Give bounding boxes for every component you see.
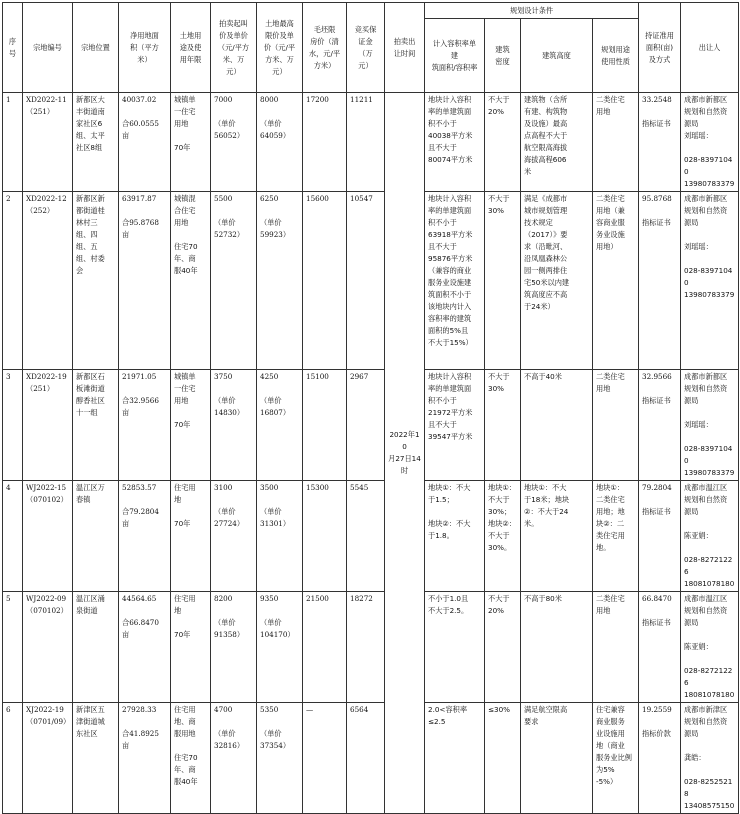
- row-house-price: —: [303, 703, 347, 814]
- row-start-price: 4700 （单价 32816）: [211, 703, 257, 814]
- row-deposit: 6564: [347, 703, 385, 814]
- row-height: 满足航空限高 要求: [521, 703, 593, 814]
- row-deposit: 10547: [347, 192, 385, 370]
- row-quota: 33.2548 指标证书: [639, 93, 681, 192]
- row-start-price: 3100 （单价 27724）: [211, 481, 257, 592]
- row-area: 63917.87 合95.8768 亩: [119, 192, 171, 370]
- row-code: XD2022-11 （251）: [23, 93, 73, 192]
- row-start-price: 7000 （单价 56052）: [211, 93, 257, 192]
- header-code: 宗地编号: [23, 3, 73, 93]
- header-house-price: 毛坯限 房价（清 水，元/平 方米）: [303, 3, 347, 93]
- row-location: 新都区石 板滩街道 醇香社区 十一组: [73, 370, 119, 481]
- table-row: [3, 481, 739, 592]
- row-house-price: 15300: [303, 481, 347, 592]
- header-far: 计入容积率单 建 筑面积/容积率: [425, 19, 485, 93]
- header-use: 土地用 途及使 用年限: [171, 3, 211, 93]
- row-density: 不大于 30%: [485, 370, 521, 481]
- row-no: 4: [3, 481, 23, 592]
- row-deposit: 5545: [347, 481, 385, 592]
- row-seller: 成都市温江区 规划和自然资 源局 陈亚娟： 028-82721226 18081078180: [681, 481, 739, 592]
- row-density: 地块①： 不大于 30%； 地块②： 不大于 30%。: [485, 481, 521, 592]
- row-house-price: 15100: [303, 370, 347, 481]
- row-seller: 成都市新都区 规划和自然资 源局 刘瑶瑶： 028-83971040 13980783379: [681, 370, 739, 481]
- row-deposit: 11211: [347, 93, 385, 192]
- row-height: 地块①：不大 于18米；地块 ②：不大于24 米。: [521, 481, 593, 592]
- header-deposit: 竞买保 证金 （万 元）: [347, 3, 385, 93]
- row-no: 2: [3, 192, 23, 370]
- table-row: [3, 703, 739, 814]
- row-quota: 79.2804 指标证书: [639, 481, 681, 592]
- row-far: 地块计入容积 率的单建筑面 积不小于 63918平方米 且不大于 95876平方米 （兼容的商业 服务业设施建 筑面积不小于 该地块内计入 容积率的建筑 面积的5%且 不大于15%）: [425, 192, 485, 370]
- row-use: 住宅用 地、商 服用地 住宅70 年、商 服40年: [171, 703, 211, 814]
- table-row: [3, 192, 739, 370]
- row-house-price: 15600: [303, 192, 347, 370]
- row-no: 1: [3, 93, 23, 192]
- row-use: 城镇混 合住宅 用地 住宅70 年、商 服40年: [171, 192, 211, 370]
- row-code: XD2022-19 （251）: [23, 370, 73, 481]
- row-deposit: 2967: [347, 370, 385, 481]
- row-quota: 95.8768 指标证书: [639, 192, 681, 370]
- row-house-price: 17200: [303, 93, 347, 192]
- header-quota: 持证准用 面积(亩) 及方式: [639, 3, 681, 93]
- row-density: 不大于 20%: [485, 93, 521, 192]
- row-location: 新都区新 都街道桂 林村三 组、四 组、五 组、村委 会: [73, 192, 119, 370]
- row-max-price: 8000 （单价 64059）: [257, 93, 303, 192]
- row-start-price: 8200 （单价 91358）: [211, 592, 257, 703]
- row-code: WJ2022-09 （070102）: [23, 592, 73, 703]
- row-density: 不大于 20%: [485, 592, 521, 703]
- header-area: 净用地面 积（平方 米）: [119, 3, 171, 93]
- row-no: 3: [3, 370, 23, 481]
- row-far: 2.0<容积率 ≤2.5: [425, 703, 485, 814]
- row-far: 不小于1.0且 不大于2.5。: [425, 592, 485, 703]
- header-no: 序 号: [3, 3, 23, 93]
- header-plan-use: 规划用途 使用性质: [593, 19, 639, 93]
- row-seller: 成都市新都区 规划和自然资 源局 刘瑶瑶： 028-83971040 13980783379: [681, 93, 739, 192]
- row-plan-use: 二类住宅 用地: [593, 93, 639, 192]
- row-use: 住宅用 地 70年: [171, 592, 211, 703]
- row-max-price: 3500 （单价 31301）: [257, 481, 303, 592]
- auction-time-cell: 2022年10 月27日14 时: [385, 93, 425, 814]
- row-deposit: 18272: [347, 592, 385, 703]
- header-density: 建筑 密度: [485, 19, 521, 93]
- row-area: 27928.33 合41.8925 亩: [119, 703, 171, 814]
- row-density: ≤30%: [485, 703, 521, 814]
- row-seller: 成都市新津区 规划和自然资 源局 龚皓： 028-82525218 13408575150: [681, 703, 739, 814]
- table-row: [3, 592, 739, 703]
- row-quota: 66.8470 指标证书: [639, 592, 681, 703]
- row-start-price: 3750 （单价 14830）: [211, 370, 257, 481]
- row-plan-use: 二类住宅 用地（兼 容商业服 务业设施 用地）: [593, 192, 639, 370]
- row-density: 不大于 30%: [485, 192, 521, 370]
- row-code: WJ2022-15 （070102）: [23, 481, 73, 592]
- land-auction-table: [2, 2, 739, 814]
- row-location: 新津区五 津街道城 东社区: [73, 703, 119, 814]
- row-far: 地块①：不大 于1.5； 地块②：不大 于1.8。: [425, 481, 485, 592]
- row-quota: 32.9566 指标证书: [639, 370, 681, 481]
- row-use: 城镇单 一住宅 用地 70年: [171, 370, 211, 481]
- row-location: 温江区万 春镇: [73, 481, 119, 592]
- row-house-price: 21500: [303, 592, 347, 703]
- header-start-price: 拍卖起叫 价及单价 （元/平方 米、万 元）: [211, 3, 257, 93]
- row-use: 住宅用 地 70年: [171, 481, 211, 592]
- header-max-price: 土地最高 限价及单 价（元/平 方米、万 元）: [257, 3, 303, 93]
- row-quota: 19.2559 指标价款: [639, 703, 681, 814]
- row-area: 52853.57 合79.2804 亩: [119, 481, 171, 592]
- table-row: [3, 93, 739, 192]
- row-plan-use: 二类住宅 用地: [593, 592, 639, 703]
- row-height: 建筑物（含所 有建、构筑物 及设施）最高 点高程不大于 航空限高海拔 海拔高程606 米: [521, 93, 593, 192]
- header-location: 宗地位置: [73, 3, 119, 93]
- header-seller: 出让人: [681, 3, 739, 93]
- row-height: 满足《成都市 城市规划管理 技术规定 （2017）》要 求（沿毗河、 沿凤凰森林公 园一侧两排住 宅50米以内建 筑高度应不高 于24米）: [521, 192, 593, 370]
- row-max-price: 9350 （单价 104170）: [257, 592, 303, 703]
- row-start-price: 5500 （单价 52732）: [211, 192, 257, 370]
- row-location: 新都区大 丰街道南 家社区6 组、太平 社区8组: [73, 93, 119, 192]
- row-plan-use: 住宅兼容 商业服务 业设施用 地（商业 服务业比例 为5% -5%）: [593, 703, 639, 814]
- row-location: 温江区涌 泉街道: [73, 592, 119, 703]
- row-code: XJ2022-19 （0701/09）: [23, 703, 73, 814]
- row-plan-use: 地块①： 二类住宅 用地；地 块②：二 类住宅用 地。: [593, 481, 639, 592]
- row-plan-use: 二类住宅 用地: [593, 370, 639, 481]
- row-code: XD2022-12 （252）: [23, 192, 73, 370]
- row-height: 不高于40米: [521, 370, 593, 481]
- header-auction-time: 拍卖出 让时间: [385, 3, 425, 93]
- row-far: 地块计入容积 率的单建筑面 积不小于 40038平方米 且不大于 80074平方米: [425, 93, 485, 192]
- header-height: 建筑高度: [521, 19, 593, 93]
- row-max-price: 4250 （单价 16807）: [257, 370, 303, 481]
- row-area: 21971.05 合32.9566 亩: [119, 370, 171, 481]
- row-seller: 成都市温江区 规划和自然资 源局 陈亚娟： 028-82721226 18081078180: [681, 592, 739, 703]
- row-no: 6: [3, 703, 23, 814]
- row-height: 不高于80米: [521, 592, 593, 703]
- header-planning: 规划设计条件: [425, 3, 639, 19]
- row-far: 地块计入容积 率的单建筑面 积不小于 21972平方米 且不大于 39547平方米: [425, 370, 485, 481]
- table-row: [3, 370, 739, 481]
- row-seller: 成都市新都区 规划和自然资 源局 刘瑶瑶： 028-83971040 13980783379: [681, 192, 739, 370]
- row-no: 5: [3, 592, 23, 703]
- row-use: 城镇单 一住宅 用地 70年: [171, 93, 211, 192]
- row-max-price: 6250 （单价 59923）: [257, 192, 303, 370]
- row-area: 44564.65 合66.8470 亩: [119, 592, 171, 703]
- row-max-price: 5350 （单价 37354）: [257, 703, 303, 814]
- row-area: 40037.02 合60.0555 亩: [119, 93, 171, 192]
